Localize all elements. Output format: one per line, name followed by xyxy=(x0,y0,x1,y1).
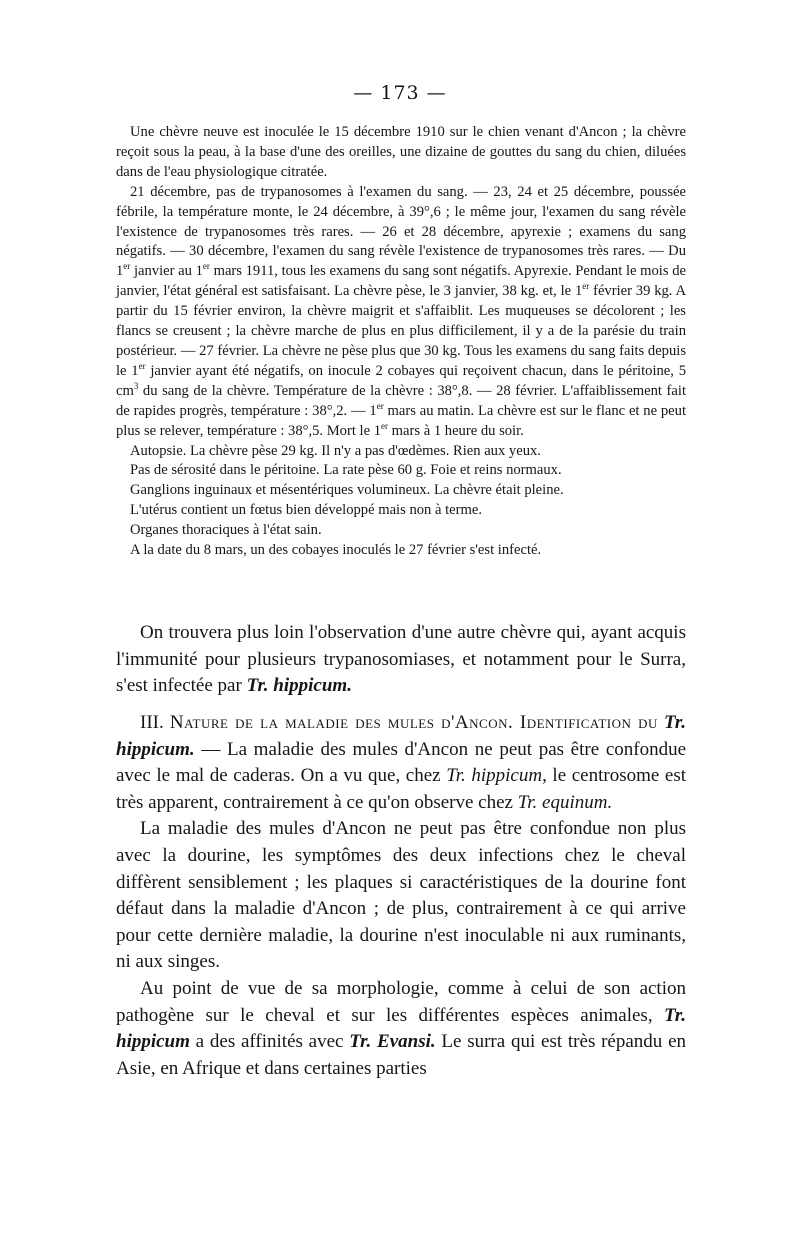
observation-paragraph: Une chèvre neuve est inoculée le 15 décembre 1910 sur le chien venant d'Ancon ; la chèvre reçoit sous la peau, à la base d'une des oreilles, une dizaine de gouttes du sang du chien, diluées dans de l'eau physiologique citratée. xyxy=(116,124,686,180)
species-name: Tr. hippicum xyxy=(116,1004,686,1053)
section-iii-heading-paragraph: III. Nature de la maladie des mules d'Ancon. Identification du Tr. hippicum. — La maladie des mules d'Ancon ne peut pas être confondue avec le mal de caderas. On a vu que, chez Tr. hippicum, le centrosome est très apparent, contrairement à ce qu'on observe chez Tr. equinum. xyxy=(116,712,687,813)
autopsy-line: A la date du 8 mars, un des cobayes inoculés le 27 février s'est infecté. xyxy=(130,542,542,559)
section-iii xyxy=(116,710,686,1082)
autopsy-line: Autopsie. La chèvre pèse 29 kg. Il n'y a pas d'œdèmes. Rien aux yeux. xyxy=(130,442,541,459)
species-name: Tr. hippicum. xyxy=(246,675,352,697)
dourine-paragraph: La maladie des mules d'Ancon ne peut pas être confondue non plus avec la dourine, les symptômes des deux infections chez le cheval diffèrent sensiblement ; les plaques si caractéristiques de la dourine font défaut dans la maladie d'Ancon ; de plus, contrairement à ce qui arrive pour cette dernière maladie, la dourine n'est inoculable ni aux ruminants, ni aux singes. xyxy=(116,818,686,973)
species-name: Tr. equinum. xyxy=(517,791,613,813)
page-number: — 173 — xyxy=(353,82,447,104)
species-name: Tr. hippicum. xyxy=(116,712,686,760)
section-heading: Nature de la maladie des mules d'Ancon. Identification du xyxy=(169,712,658,733)
autopsy-line: Organes thoraciques à l'état sain. xyxy=(130,522,322,539)
observation-chronology: 21 décembre, pas de trypanosomes à l'examen du sang. — 23, 24 et 25 décembre, poussée fébrile, la température monte, le 24 décembre, à 39°,6 ; le même jour, l'examen du sang révèle l'existence de trypanosomes très rares. — 26 et 28 décembre, apyrexie ; examens du sang négatifs. — 30 décembre, l'examen du sang révèle l'existence de trypanosomes très rares. — Du 1er janvier au 1er mars 1911, tous les examens du sang sont négatifs. Apyrexie. Pendant le mois de janvier, l'état général est satisfaisant. La chèvre pèse, le 3 janvier, 38 kg. et, le 1er février 39 kg. A partir du 15 février environ, la chèvre maigrit et s'affaiblit. Les muqueuses se décolorent ; les flancs se creusent ; la chèvre marche de plus en plus difficilement, il y a de la parésie du train postérieur. — 27 février. La chèvre ne pèse plus que 30 kg. Tous les examens du sang faits depuis le 1er janvier ayant été négatifs, on inocule 2 cobayes qui reçoivent chacun, dans le péritoine, 5 $cm^3$ du sang de la chèvre. Température de la chèvre : 38°,8. — 28 février. L'affaiblissement fait de rapides progrès, température : 38°,2. — 1er mars au matin. La chèvre est sur le flanc et ne peut plus se relever, température : 38°,5. Mort le 1er mars à 1 heure du soir. xyxy=(116,183,687,439)
surra-note-block xyxy=(116,620,686,700)
species-name: Tr. Evansi. xyxy=(349,1031,436,1053)
autopsy-line: L'utérus contient un fœtus bien développé mais non à terme. xyxy=(130,502,482,519)
autopsy-line: Ganglions inguinaux et mésentériques volumineux. La chèvre était pleine. xyxy=(130,482,564,499)
observation-block xyxy=(116,123,686,561)
species-name: Tr. hippicum, xyxy=(446,765,547,787)
morphology-paragraph: Au point de vue de sa morphologie, comme à celui de son action pathogène sur le cheval et sur les différentes espèces animales, Tr. hippicum a des affinités avec Tr. Evansi. Le surra qui est très répandu en Asie, en Afrique et dans certaines parties xyxy=(116,977,687,1079)
autopsy-line: Pas de sérosité dans le péritoine. La rate pèse 60 g. Foie et reins normaux. xyxy=(130,462,562,479)
section-numeral: III. xyxy=(140,712,164,733)
surra-note-paragraph: On trouvera plus loin l'observation d'une autre chèvre qui, ayant acquis l'immunité pour plusieurs trypanosomiases, et notamment pour le Surra, s'est infectée par Tr. hippicum. xyxy=(116,622,686,697)
